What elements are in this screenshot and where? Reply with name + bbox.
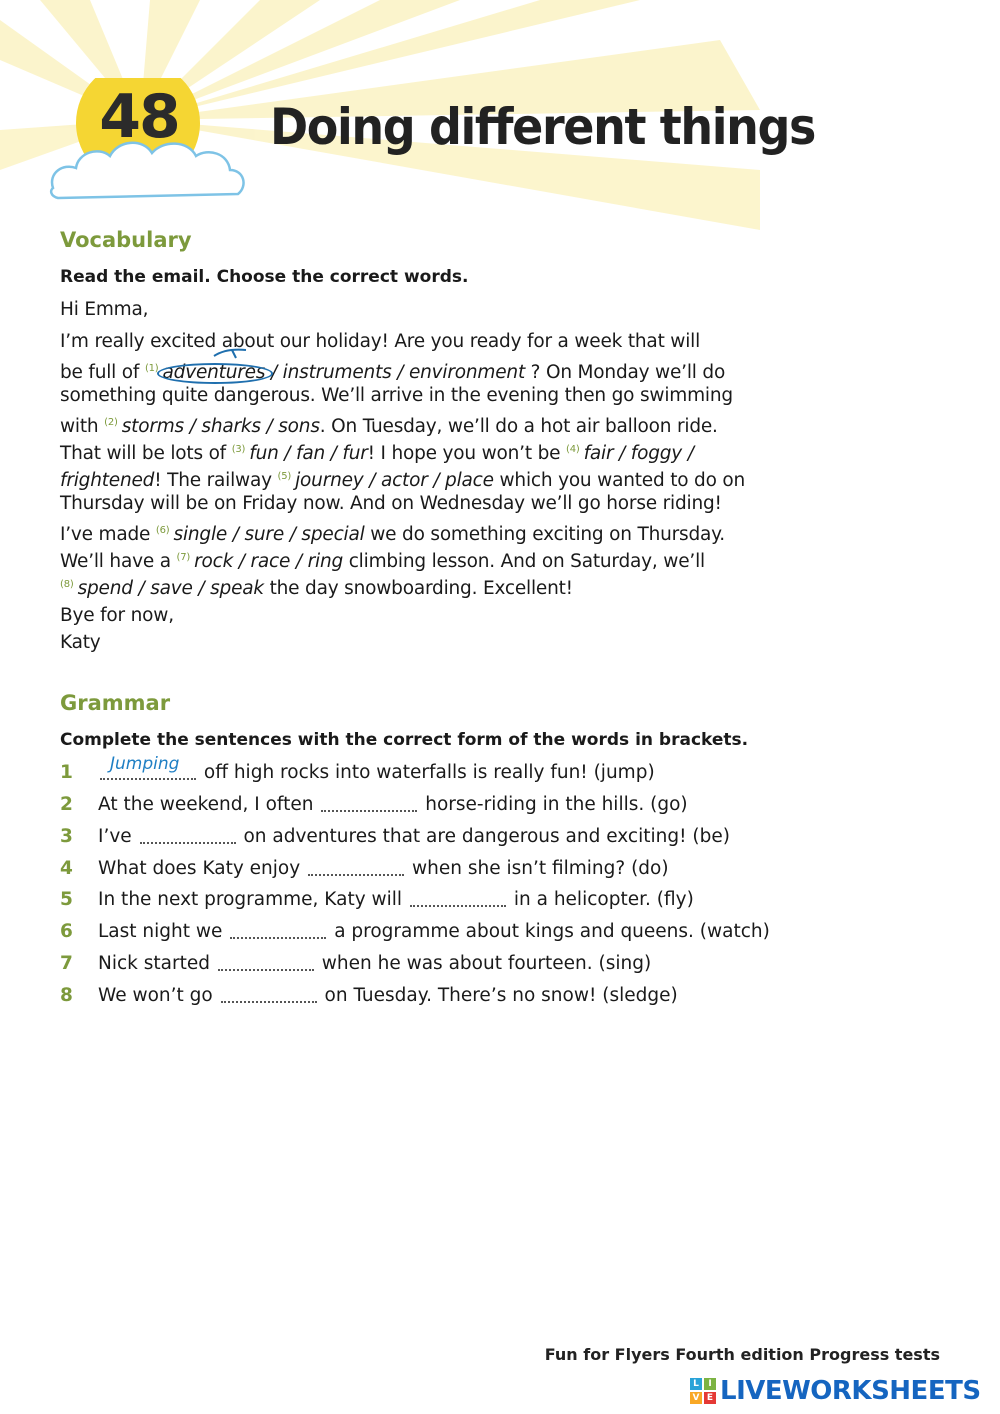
option-set-3[interactable]: fun / fan / fur [249,443,368,464]
item-number: 1 [60,762,73,783]
sentence-after-blank: when he was about fourteen. (sing) [321,953,652,974]
sentence-before-blank: Last night we [98,921,223,942]
handwritten-answer: Jumping [110,754,180,774]
liveworksheets-logo-icon: L I V E [690,1378,716,1404]
gap-number-1: (1) [144,363,159,374]
email-greeting: Hi Emma, [60,299,149,320]
item-number: 6 [60,921,73,942]
circled-answer-adventures[interactable]: adventures [163,362,266,383]
unit-number: 48 [99,82,179,152]
gap-number-4: (4) [566,444,580,455]
item-number: 7 [60,953,73,974]
answer-blank[interactable] [218,951,314,971]
gap-number-8: (8) [60,579,74,590]
email-line-3: something quite dangerous. We’ll arrive in the evening then go swimming [60,385,733,406]
grammar-item [60,824,730,847]
grammar-item [60,856,669,879]
gap-number-7: (7) [176,552,191,563]
page-title: Doing different things [270,98,815,156]
option-set-2[interactable]: storms / sharks / sons [121,416,320,437]
gap-number-3: (3) [231,444,246,455]
option-set-7[interactable]: rock / race / ring [194,551,344,572]
sentence-before-blank: What does Katy enjoy [98,858,301,879]
item-number: 5 [60,889,73,910]
option-set-5[interactable]: journey / actor / place [295,470,494,491]
sentence-before-blank: We won’t go [98,985,213,1006]
answer-blank[interactable] [308,856,404,876]
grammar-item [60,919,770,942]
sentence-after-blank: a programme about kings and queens. (watch) [334,921,770,942]
option-set-6[interactable]: single / sure / special [173,524,365,545]
answer-blank[interactable] [140,824,236,844]
liveworksheets-logo[interactable] [690,1374,981,1408]
email-signoff: Bye for now, [60,605,174,626]
option-set-1[interactable]: / instruments / environment [270,362,525,383]
email-line-7: Thursday will be on Friday now. And on Wednesday we’ll go horse riding! [60,493,722,514]
sentence-after-blank: on adventures that are dangerous and exciting! (be) [243,826,730,847]
email-line-4: with $^{(2)}$ storms / sharks / sons. On Tuesday, we’ll do a hot air balloon ride. [60,416,718,437]
gap-number-5: (5) [277,471,292,482]
email-line-2: be full of $^{(1)}$ adventures / instruments / environment ? On Monday we’ll do [60,362,726,383]
grammar-heading: Grammar [60,691,171,715]
grammar-item [60,983,678,1006]
sentence-before-blank: At the weekend, I often [98,794,314,815]
book-title-footer: Fun for Flyers Fourth edition Progress tests [544,1345,940,1364]
email-line-6: frightened! The railway $^{(5)}$ journey / actor / place which you wanted to do on [60,470,746,491]
sentence-after-blank: when she isn’t filming? (do) [411,858,669,879]
vocabulary-heading: Vocabulary [60,228,192,252]
grammar-instruction: Complete the sentences with the correct form of the words in brackets. [60,730,749,750]
option-set-4-part-2[interactable]: frightened [60,470,155,491]
option-set-4-part-1[interactable]: fair / foggy / [583,443,694,464]
answer-blank[interactable] [100,754,196,780]
sentence-after-blank: in a helicopter. (fly) [513,889,694,910]
gap-number-6: (6) [155,525,170,536]
sentence-before-blank: In the next programme, Katy will [98,889,403,910]
answer-blank[interactable] [410,887,506,907]
vocabulary-instruction: Read the email. Choose the correct words. [60,267,469,287]
sentence-after-blank: horse-riding in the hills. (go) [425,794,688,815]
liveworksheets-logo-text: LIVEWORKSHEETS [720,1376,981,1406]
item-number: 4 [60,858,73,879]
email-line-1: I’m really excited about our holiday! Are you ready for a week that will [60,331,701,352]
sentence-after-blank: off high rocks into waterfalls is really fun! (jump) [203,762,655,783]
grammar-item [60,887,694,910]
sentence-before-blank: I’ve [98,826,132,847]
email-signature: Katy [60,632,101,653]
email-line-5: That will be lots of $^{(3)}$ fun / fan / fur! I hope you won’t be $^{(4)}$ fair / foggy / [60,443,694,464]
sentence-after-blank: on Tuesday. There’s no snow! (sledge) [324,985,678,1006]
grammar-item [60,951,651,974]
item-number: 2 [60,794,73,815]
answer-blank[interactable] [230,919,326,939]
gap-number-2: (2) [104,417,118,428]
email-line-8: I’ve made $^{(6)}$ single / sure / special we do something exciting on Thursday. [60,524,725,545]
option-set-8[interactable]: spend / save / speak [77,578,264,599]
answer-blank[interactable] [221,983,317,1003]
email-line-9: We’ll have a $^{(7)}$ rock / race / ring climbing lesson. And on Saturday, we’ll [60,551,705,572]
grammar-item [60,754,655,783]
answer-circle-icon [157,363,274,384]
sentence-before-blank: Nick started [98,953,210,974]
grammar-item [60,792,688,815]
email-line-10: $^{(8)}$ spend / save / speak the day snowboarding. Excellent! [60,578,573,599]
answer-blank[interactable] [321,792,417,812]
item-number: 8 [60,985,73,1006]
item-number: 3 [60,826,73,847]
pen-tick-icon [212,346,248,360]
